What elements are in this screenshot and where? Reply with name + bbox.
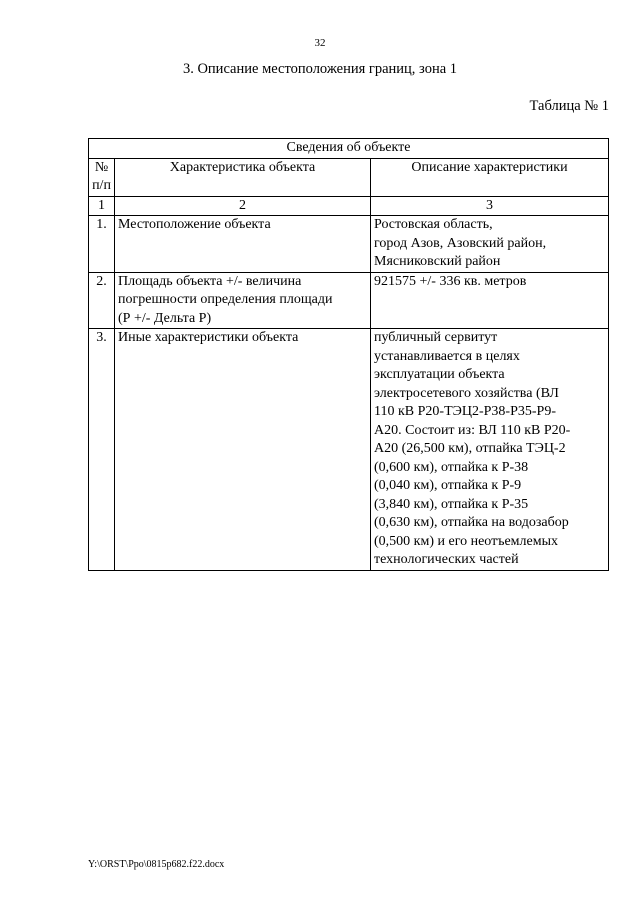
header-characteristic: Характеристика объекта: [115, 158, 371, 196]
header-description: Описание характеристики: [371, 158, 609, 196]
row-num: 3.: [89, 329, 115, 571]
row-description: Ростовская область, город Азов, Азовский район, Мясниковский район: [371, 216, 609, 273]
row-characteristic: Иные характеристики объекта: [115, 329, 371, 571]
table-header-row: [89, 158, 609, 196]
column-number-row: [89, 196, 609, 216]
object-info-table: [88, 138, 609, 571]
section-title: 3. Описание местоположения границ, зона 1: [182, 61, 458, 77]
row-characteristic: Площадь объекта +/- величина погрешности определения площади (Р +/- Дельта Р): [115, 272, 371, 329]
row-description: публичный сервитут устанавливается в целях эксплуатации объекта электросетевого хозяйства (ВЛ 110 кВ Р20-ТЭЦ2-Р38-Р35-Р9- А20. Состоит из: ВЛ 110 кВ Р20- А20 (26,500 км), отпайка ТЭЦ-2 (0,600 км), отпайка к Р-38 (0,040 км), отпайка к Р-9 (3,840 км), отпайка к Р-35 (0,630 км), отпайка на водозабор (0,500 км) и его неотъемлемых технологических частей: [371, 329, 609, 571]
table-row: [89, 216, 609, 273]
table-caption: Таблица № 1: [529, 98, 609, 114]
column-number: 2: [115, 196, 371, 216]
table-row: [89, 329, 609, 571]
header-num: № п/п: [89, 158, 115, 196]
row-description: 921575 +/- 336 кв. метров: [371, 272, 609, 329]
table-row: [89, 272, 609, 329]
page-number: 32: [314, 37, 326, 49]
row-num: 1.: [89, 216, 115, 273]
row-num: 2.: [89, 272, 115, 329]
row-characteristic: Местоположение объекта: [115, 216, 371, 273]
table-title-row: [89, 139, 609, 159]
column-number: 3: [371, 196, 609, 216]
column-number: 1: [89, 196, 115, 216]
footer-file-path: Y:\ORST\Ppo\0815p682.f22.docx: [88, 859, 225, 870]
table-title: Сведения об объекте: [89, 139, 609, 159]
